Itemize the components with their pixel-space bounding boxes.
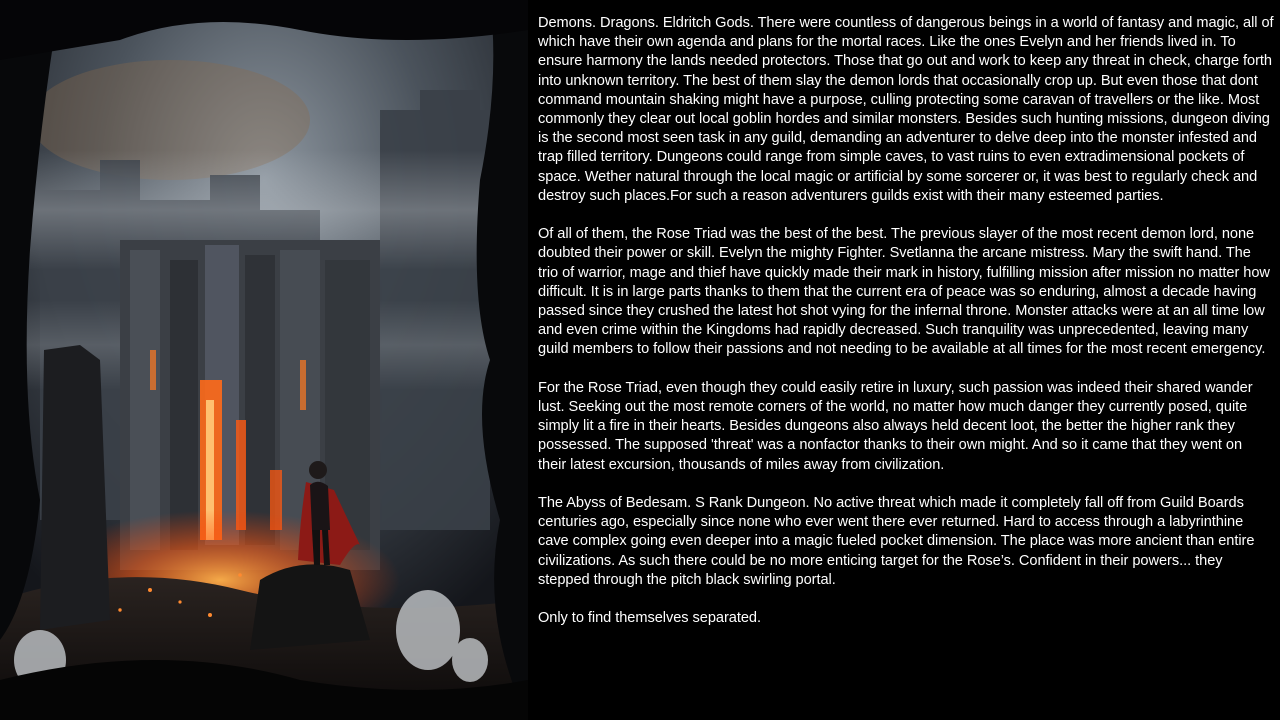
stone-pillar (40, 345, 110, 630)
story-paragraph-1: Demons. Dragons. Eldritch Gods. There were countless of dangerous beings in a world of fantasy and magic, all of which have their own agenda and plans for the mortal races. Like the ones Evelyn and her friends lived in. To ensure harmony the lands needed protectors. Those that go out and work to keep any threat in check, charge forth into unknown territory. The best of them slay the demon lords that occasionally crop up. But even those that dont command mountain shaking might have a purpose, culling protecting some caravan of travellers or the like. Most commonly they clear out local goblin hordes and similar monsters. Besides such hunting missions, dungeon diving is the second most seen task in any guild, demanding an adventurer to delve deep into the monster infested and trap filled territory. Dungeons could range from simple caves, to vast ruins to even extradimensional pockets of space. Wether natural through the local magic or artificial by some sorcerer or, it was best to regularly check and destroy such places.For such a reason adventurers guilds exist with their many esteemed parties. (538, 15, 1274, 204)
illustration-canvas (0, 0, 528, 720)
rock-ledge (250, 564, 370, 650)
story-paragraph-2: Of all of them, the Rose Triad was the best of the best. The previous slayer of the most recent demon lord, none doubted their power or skill. Evelyn the mighty Fighter. Svetlanna the arcane mistress. Mary the swift hand. The trio of warrior, mage and thief have quickly made their mark in history, fulfilling mission after mission no matter how difficult. It is in large parts thanks to them that the current era of peace was so enduring, almost a decade having passed since they crushed the latest hot shot vying for the infernal throne. Monster attacks were at an all time low and even crime within the Kingdoms had rapidly decreased. Such tranquility was unprecedented, leaving many guild members to follow their passions and not needing to be available at all times for the most recent emergency. (538, 226, 1270, 358)
cave-ruins-illustration (0, 0, 528, 720)
story-paragraph-4: The Abyss of Bedesam. S Rank Dungeon. No active threat which made it completely fall off from Guild Boards centuries ago, especially since none who ever went there ever returned. Hard to access through a labyrinthine cave complex going even deeper into a magic fueled pocket dimension. The place was more ancient than entire civilizations. As such there could be no more enticing target for the Rose’s. Confident in their powers... they stepped through the pitch black swirling portal. (538, 495, 1255, 588)
story-text (538, 14, 1274, 648)
story-paragraph-5: Only to find themselves separated. (538, 610, 761, 627)
story-paragraph-3: For the Rose Triad, even though they could easily retire in luxury, such passion was indeed their shared wander lust. Seeking out the most remote corners of the world, no matter how much danger they currently posed, quite simply lit a fire in their hearts. Besides dungeons also always held decent loot, the better the higher rank they possessed. The supposed 'threat' was a nonfactor thanks to their own might. And so it came that they went on their latest excursion, thousands of miles away from civilization. (538, 379, 1253, 473)
